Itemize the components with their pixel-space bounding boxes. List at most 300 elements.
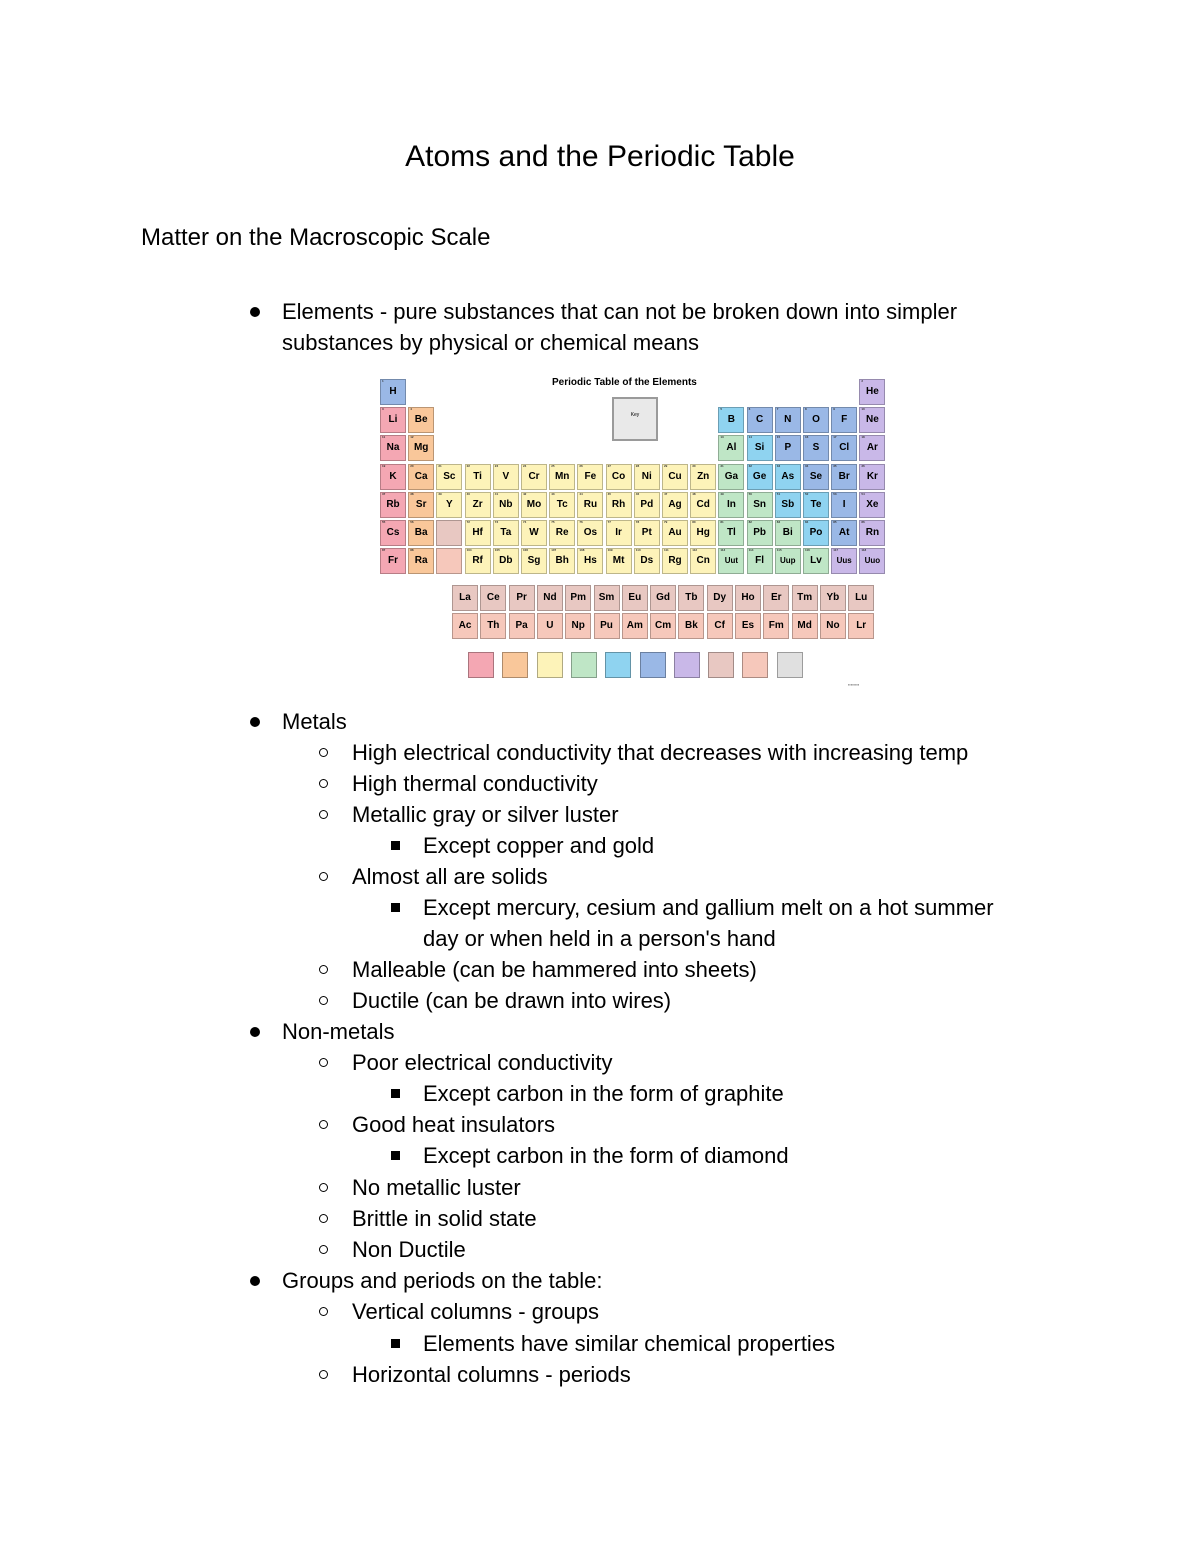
element-cell-Pd — [634, 492, 660, 518]
element-symbol: Ra — [414, 555, 428, 567]
key-label: Key — [630, 412, 640, 418]
element-symbol: Uus — [836, 556, 852, 566]
metals-item-6: Ductile (can be drawn into wires) — [352, 988, 672, 1013]
nonmetals-item-1a: Except carbon in the form of graphite — [423, 1081, 784, 1106]
figure-credit: ▪▪▪▪▪▪▪▪ — [848, 682, 860, 687]
lanthanide-cell-Er — [763, 585, 789, 611]
periodic-table-key — [612, 397, 658, 441]
element-symbol: La — [459, 592, 471, 603]
element-symbol: Ir — [615, 527, 622, 538]
atomic-number: 87 — [382, 548, 386, 553]
element-cell-Xe — [859, 492, 885, 518]
element-cell-Fr — [380, 548, 406, 574]
element-symbol: H — [389, 386, 397, 397]
actinide-cell-Ac — [452, 613, 478, 639]
element-symbol: Ag — [668, 498, 682, 510]
groups-item-2: Horizontal columns - periods — [352, 1362, 631, 1387]
element-cell-Ir — [606, 520, 632, 546]
element-cell-As — [775, 464, 801, 490]
element-symbol: Ge — [752, 470, 767, 482]
element-cell-Tc — [549, 492, 575, 518]
actinide-cell-No — [820, 613, 846, 639]
element-cell-Rf — [465, 548, 491, 574]
element-cell-Au — [662, 520, 688, 546]
legend-swatch-nonmetal — [640, 652, 666, 678]
element-symbol: Fm — [768, 620, 784, 631]
bullet-circle — [319, 748, 328, 757]
element-symbol: W — [529, 527, 539, 538]
actinide-cell-Cm — [650, 613, 676, 639]
element-cell-Lv — [803, 548, 829, 574]
bullet-square — [391, 1151, 400, 1160]
element-cell-Sr — [408, 492, 434, 518]
atomic-number: 30 — [692, 463, 696, 468]
lanthanide-cell-Eu — [622, 585, 648, 611]
legend-swatch-metalloid — [605, 652, 631, 678]
element-symbol: Sb — [781, 498, 795, 510]
element-symbol: Hs — [583, 555, 597, 567]
atomic-number: 51 — [776, 491, 781, 496]
element-symbol: Se — [809, 470, 823, 482]
element-cell-Nb — [493, 492, 519, 518]
element-cell-Mo — [521, 492, 547, 518]
actinide-cell-Pu — [594, 613, 620, 639]
element-symbol: Mo — [526, 498, 542, 510]
atomic-number: 32 — [748, 463, 752, 468]
actinide-cell-Cf — [707, 613, 733, 639]
element-symbol: P — [784, 442, 792, 454]
element-symbol: Uup — [780, 556, 796, 566]
element-cell-Db — [493, 548, 519, 574]
bullet-circle — [319, 1183, 328, 1192]
element-symbol: K — [389, 470, 397, 482]
atomic-number: 9 — [833, 407, 835, 412]
element-cell-He — [859, 379, 885, 405]
element-cell-Ti — [465, 464, 491, 490]
bullet-disc — [250, 307, 260, 317]
element-cell-Cu — [662, 464, 688, 490]
element-symbol: Cf — [714, 620, 725, 631]
actinide-cell-Am — [622, 613, 648, 639]
atomic-number: 19 — [382, 463, 386, 468]
element-symbol: Ti — [473, 470, 482, 482]
atomic-number: 83 — [776, 520, 781, 524]
element-symbol: Cd — [696, 498, 710, 510]
element-cell-Ag — [662, 492, 688, 518]
atomic-number: 82 — [748, 520, 752, 524]
lanthanide-cell-Pm — [565, 585, 591, 611]
element-symbol: Uut — [724, 556, 739, 566]
element-symbol: Ga — [724, 470, 739, 482]
lanthanide-cell-Gd — [650, 585, 676, 611]
element-symbol: Pa — [515, 620, 528, 631]
atomic-number: 10 — [861, 407, 865, 412]
element-cell-Be — [408, 407, 434, 433]
element-cell-Hs — [577, 548, 603, 574]
element-cell-Tl — [718, 520, 744, 546]
atomic-number: 45 — [607, 491, 611, 496]
atomic-number: 109 — [607, 548, 613, 553]
element-cell-Zn — [690, 464, 716, 490]
atomic-number: 20 — [410, 463, 414, 468]
element-symbol: O — [812, 414, 820, 426]
element-symbol: Ca — [414, 470, 428, 482]
bullet-square — [391, 1089, 400, 1098]
element-cell-Ba — [408, 520, 434, 546]
element-cell-V — [493, 464, 519, 490]
atomic-number: 46 — [635, 491, 640, 496]
element-cell-Uut — [718, 548, 744, 574]
legend-swatch-unknown — [777, 652, 803, 678]
element-symbol: U — [546, 620, 554, 631]
element-symbol: Mt — [612, 555, 625, 567]
element-cell-Kr — [859, 464, 885, 490]
lanthanide-cell-Ho — [735, 585, 761, 611]
element-symbol: Md — [797, 620, 812, 631]
element-symbol: C — [755, 414, 764, 426]
atomic-number: 48 — [692, 491, 696, 496]
nonmetals-item-2: Good heat insulators — [352, 1112, 556, 1137]
element-cell-Y — [436, 492, 462, 518]
element-symbol: Ba — [414, 527, 428, 538]
element-cell-In — [718, 492, 744, 518]
atomic-number: 43 — [551, 491, 555, 496]
atomic-number: 88 — [410, 548, 414, 553]
metals-item-4a-line1: Except mercury, cesium and gallium melt on a hot summer — [423, 895, 994, 920]
element-symbol: Th — [487, 620, 500, 631]
element-symbol: Sg — [527, 555, 541, 567]
atomic-number: 86 — [861, 520, 865, 524]
element-cell-K — [380, 464, 406, 490]
element-cell-Rn — [859, 520, 885, 546]
bullet-nonmetals: Non-metals — [282, 1019, 395, 1044]
bullet-square — [391, 903, 400, 912]
atomic-number: 40 — [466, 491, 470, 496]
element-symbol: Kr — [866, 470, 878, 482]
atomic-number: 36 — [861, 463, 865, 468]
element-cell-Bh — [549, 548, 575, 574]
bullet-square — [391, 841, 400, 850]
element-cell-Ge — [747, 464, 773, 490]
element-symbol: Ds — [640, 555, 654, 567]
bullet-circle — [319, 1245, 328, 1254]
actinide-cell-Bk — [678, 613, 704, 639]
element-cell-Cr — [521, 464, 547, 490]
atomic-number: 52 — [805, 491, 809, 496]
actinide-cell-Lr — [848, 613, 874, 639]
atomic-number: 26 — [579, 463, 583, 468]
atomic-number: 72 — [466, 520, 470, 524]
element-cell-Li — [380, 407, 406, 433]
atomic-number: 118 — [861, 548, 867, 553]
element-symbol: Zn — [697, 470, 710, 482]
legend-swatch-post_transition — [571, 652, 597, 678]
element-cell-Cl — [831, 435, 857, 461]
element-cell-Sc — [436, 464, 462, 490]
atomic-number: 21 — [438, 463, 442, 468]
element-symbol: S — [812, 442, 820, 454]
nonmetals-item-4: Brittle in solid state — [352, 1206, 537, 1231]
element-cell-W — [521, 520, 547, 546]
element-cell-Al — [718, 435, 744, 461]
element-cell-Se — [803, 464, 829, 490]
groups-item-1a: Elements have similar chemical properties — [423, 1331, 836, 1356]
element-symbol: Np — [571, 620, 585, 631]
element-cell-Zr — [465, 492, 491, 518]
element-cell-Uus — [831, 548, 857, 574]
element-symbol: Bi — [782, 527, 793, 538]
metals-item-1: High electrical conductivity that decreases with increasing temp — [352, 740, 969, 765]
atomic-number: 80 — [692, 520, 696, 524]
atomic-number: 75 — [551, 520, 555, 524]
atomic-number: 34 — [805, 463, 809, 468]
element-symbol: Y — [446, 498, 453, 510]
element-cell-Fe — [577, 464, 603, 490]
atomic-number: 112 — [692, 548, 698, 553]
atomic-number: 2 — [861, 379, 864, 383]
bullet-circle — [319, 872, 328, 881]
element-cell-Sn — [747, 492, 773, 518]
element-symbol: Pm — [570, 592, 586, 603]
element-symbol: Ni — [641, 470, 652, 482]
atomic-number: 14 — [748, 435, 752, 440]
element-symbol: Yb — [826, 592, 840, 603]
lanthanide-cell-Nd — [537, 585, 563, 611]
atomic-number: 106 — [523, 548, 529, 553]
atomic-number: 1 — [382, 379, 384, 383]
element-cell-Fl — [747, 548, 773, 574]
element-cell-F — [831, 407, 857, 433]
lanthanide-cell-Tm — [792, 585, 818, 611]
bullet-metals: Metals — [282, 709, 347, 734]
element-cell-Uup — [775, 548, 801, 574]
atomic-number: 79 — [664, 520, 668, 524]
element-symbol: Te — [810, 498, 822, 510]
element-cell-Ru — [577, 492, 603, 518]
element-cell-O — [803, 407, 829, 433]
element-symbol: Rb — [386, 498, 400, 510]
atomic-number: 78 — [635, 520, 640, 524]
element-symbol: N — [784, 414, 792, 426]
element-symbol: Cn — [696, 555, 710, 567]
element-cell-Mn — [549, 464, 575, 490]
atomic-number: 76 — [579, 520, 583, 524]
element-symbol: Au — [668, 527, 682, 538]
atomic-number: 115 — [776, 548, 782, 553]
element-cell-Cs — [380, 520, 406, 546]
element-cell-Cd — [690, 492, 716, 518]
actinide-cell-Th — [480, 613, 506, 639]
element-cell-Re — [549, 520, 575, 546]
bullet-circle — [319, 1214, 328, 1223]
element-symbol: Si — [754, 442, 765, 454]
element-cell-Ni — [634, 464, 660, 490]
legend-swatch-alkaline — [502, 652, 528, 678]
atomic-number: 81 — [720, 520, 724, 524]
atomic-number: 77 — [607, 520, 611, 524]
bullet-circle — [319, 996, 328, 1005]
element-cell-Na — [380, 435, 406, 461]
atomic-number: 25 — [551, 463, 555, 468]
element-symbol: Po — [809, 527, 823, 538]
bullet-disc — [250, 1027, 260, 1037]
atomic-number: 22 — [466, 463, 470, 468]
atomic-number: 24 — [523, 463, 527, 468]
element-cell-Mt — [606, 548, 632, 574]
element-cell-Hf — [465, 520, 491, 546]
element-symbol: Nb — [499, 498, 513, 510]
atomic-number: 56 — [410, 520, 414, 524]
atomic-number: 6 — [748, 407, 751, 412]
element-cell-I — [831, 492, 857, 518]
atomic-number: 31 — [720, 463, 724, 468]
element-symbol: No — [826, 620, 840, 631]
metals-item-3: Metallic gray or silver luster — [352, 802, 619, 827]
atomic-number: 7 — [776, 407, 779, 412]
element-cell-Rh — [606, 492, 632, 518]
element-cell-Rb — [380, 492, 406, 518]
atomic-number: 38 — [410, 491, 414, 496]
element-symbol: Br — [838, 470, 850, 482]
element-symbol: Ta — [500, 527, 512, 538]
nonmetals-item-5: Non Ductile — [352, 1237, 466, 1262]
element-cell-Sb — [775, 492, 801, 518]
element-symbol: He — [865, 386, 879, 397]
element-cell-Hg — [690, 520, 716, 546]
element-cell-Pt — [634, 520, 660, 546]
atomic-number: 117 — [833, 548, 839, 553]
atomic-number: 105 — [494, 548, 500, 553]
element-symbol: Ar — [866, 442, 878, 454]
lanthanide-cell-Lu — [848, 585, 874, 611]
element-symbol: Os — [583, 527, 598, 538]
element-symbol: Rh — [611, 498, 626, 510]
atomic-number: 53 — [833, 491, 837, 496]
atomic-number: 37 — [382, 491, 386, 496]
element-symbol: Tb — [685, 592, 698, 603]
element-cell-Os — [577, 520, 603, 546]
lanthanide-cell-Dy — [707, 585, 733, 611]
lanthanide-cell-Sm — [594, 585, 620, 611]
element-cell-Ar — [859, 435, 885, 461]
legend-swatch-actinide — [742, 652, 768, 678]
atomic-number: 50 — [748, 491, 752, 496]
element-cell-Po — [803, 520, 829, 546]
lanthanide-cell-Pr — [509, 585, 535, 611]
element-symbol: Pt — [641, 527, 652, 538]
groups-item-1: Vertical columns - groups — [352, 1299, 599, 1324]
element-symbol: Lu — [855, 592, 868, 603]
element-symbol: Fr — [388, 555, 398, 567]
element-symbol: Sc — [443, 470, 456, 482]
section-heading: Matter on the Macroscopic Scale — [141, 224, 491, 251]
element-symbol: Cs — [386, 527, 400, 538]
element-cell-C — [747, 407, 773, 433]
element-symbol: Cl — [839, 442, 850, 454]
atomic-number: 113 — [720, 548, 726, 553]
atomic-number: 108 — [579, 548, 585, 553]
atomic-number: 16 — [805, 435, 809, 440]
element-symbol: Rg — [668, 555, 682, 567]
actinide-cell-Md — [792, 613, 818, 639]
nonmetals-item-2a: Except carbon in the form of diamond — [423, 1143, 789, 1168]
atomic-number: 28 — [635, 463, 640, 468]
actinide-cell-Np — [565, 613, 591, 639]
element-symbol: Pr — [516, 592, 527, 603]
document-title: Atoms and the Periodic Table — [405, 140, 795, 173]
element-symbol: Zr — [472, 498, 483, 510]
element-symbol: Mn — [554, 470, 570, 482]
element-cell-Ne — [859, 407, 885, 433]
metals-item-5: Malleable (can be hammered into sheets) — [352, 957, 757, 982]
element-symbol: Ne — [865, 414, 879, 426]
atomic-number: 3 — [382, 407, 384, 412]
atomic-number: 84 — [805, 520, 809, 524]
bullet-groups: Groups and periods on the table: — [282, 1268, 603, 1293]
element-symbol: Eu — [628, 592, 642, 603]
element-symbol: Nd — [543, 592, 557, 603]
element-cell-Si — [747, 435, 773, 461]
actinide-cell-Es — [735, 613, 761, 639]
lanthanide-cell-Tb — [678, 585, 704, 611]
element-cell-S — [803, 435, 829, 461]
element-symbol: Er — [771, 592, 782, 603]
element-symbol: In — [726, 498, 736, 510]
element-symbol: Mg — [413, 442, 429, 454]
atomic-number: 74 — [523, 520, 527, 524]
element-symbol: Uuo — [864, 556, 881, 566]
bullet-circle — [319, 965, 328, 974]
lanthanide-cell-Yb — [820, 585, 846, 611]
atomic-number: 4 — [410, 407, 412, 412]
element-symbol: Tc — [556, 498, 568, 510]
element-symbol: Tl — [726, 527, 736, 538]
element-cell-Te — [803, 492, 829, 518]
element-cell-placeholder — [436, 548, 462, 574]
element-symbol: Pu — [600, 620, 613, 631]
element-cell-Rg — [662, 548, 688, 574]
actinide-cell-Pa — [509, 613, 535, 639]
legend-swatch-alkali — [468, 652, 494, 678]
element-cell-At — [831, 520, 857, 546]
atomic-number: 12 — [410, 435, 414, 440]
element-symbol: Pd — [640, 498, 654, 510]
legend-swatch-lanthanide — [708, 652, 734, 678]
element-symbol: Na — [386, 442, 400, 454]
element-symbol: Re — [555, 527, 569, 538]
element-cell-Pb — [747, 520, 773, 546]
lanthanide-cell-Ce — [480, 585, 506, 611]
element-cell-H — [380, 379, 406, 405]
atomic-number: 18 — [861, 435, 865, 440]
atomic-number: 35 — [833, 463, 837, 468]
atomic-number: 54 — [861, 491, 865, 496]
element-symbol: F — [841, 414, 848, 426]
atomic-number: 13 — [720, 435, 724, 440]
periodic-table-title: Periodic Table of the Elements — [552, 377, 697, 388]
atomic-number: 41 — [494, 491, 499, 496]
atomic-number: 39 — [438, 491, 442, 496]
element-symbol: Bh — [555, 555, 569, 567]
element-cell-B — [718, 407, 744, 433]
element-symbol: At — [838, 527, 850, 538]
atomic-number: 15 — [776, 435, 781, 440]
element-symbol: Gd — [656, 592, 671, 603]
element-symbol: Bk — [684, 620, 698, 631]
atomic-number: 104 — [466, 548, 472, 553]
element-cell-Bi — [775, 520, 801, 546]
element-cell-Uuo — [859, 548, 885, 574]
